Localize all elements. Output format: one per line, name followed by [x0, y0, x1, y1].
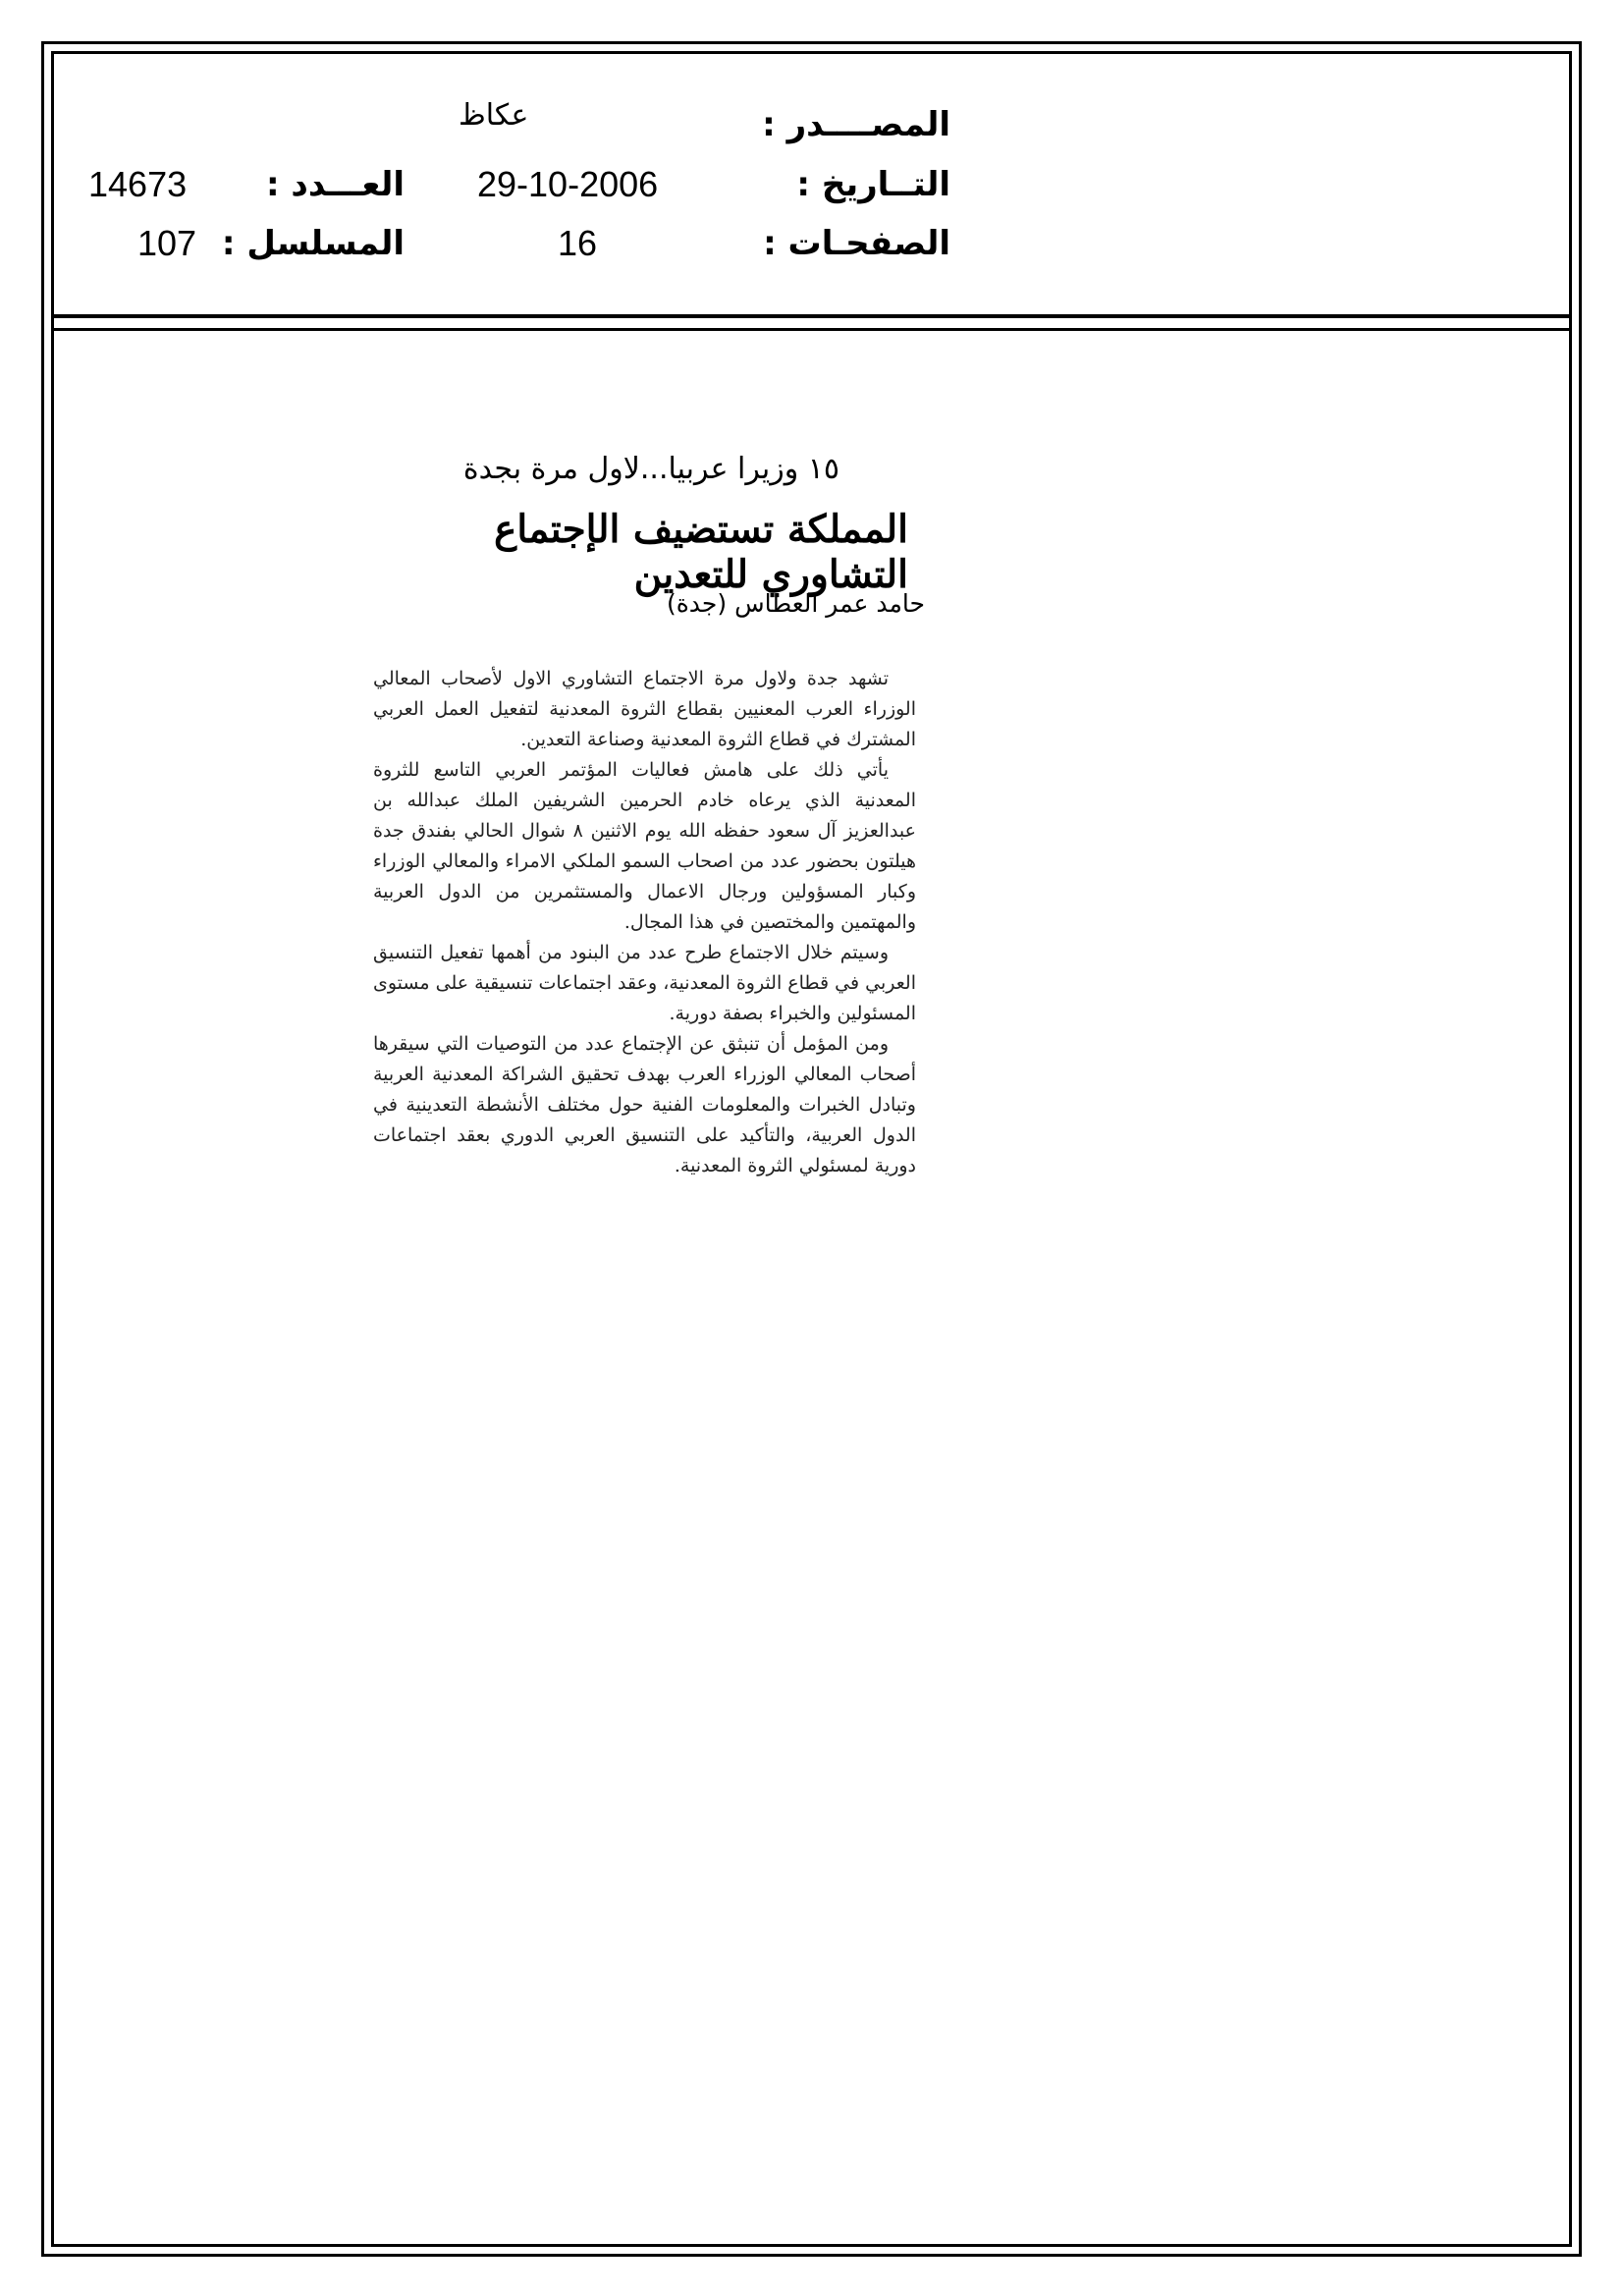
source-value: عكاظ — [459, 98, 529, 133]
serial-value: 107 — [137, 223, 197, 263]
article-byline: حامد عمر العطاس (جدة) — [666, 589, 925, 618]
article-kicker: ١٥ وزيرا عربيا...لاول مرة بجدة — [462, 452, 839, 486]
article-paragraph: يأتي ذلك على هامش فعاليات المؤتمر العربي التاسع للثروة المعدنية الذي يرعاه خادم الحرمين الشريفين الملك عبدالله بن عبدالعزيز آل سعود حفظه الله يوم الاثنين ٨ شوال الحالي بفندق جدة هيلتون بحضور عدد من اصحاب السمو الملكي الامراء والمعالي الوزراء وكبار المسؤولين ورجال الاعمال والمستثمرين من الدول العربية والمهتمين والمختصين في هذا المجال. — [373, 759, 916, 933]
issue-value: 14673 — [88, 164, 188, 204]
date-value: 29-10-2006 — [477, 164, 659, 204]
header-divider — [51, 314, 1572, 318]
article-paragraph: وسيتم خلال الاجتماع طرح عدد من البنود من أهمها تفعيل التنسيق العربي في قطاع الثروة المعدنية، وعقد اجتماعات تنسيقية على مستوى المسئولين والخبراء بصفة دورية. — [373, 942, 916, 1024]
serial-label: المسلسل : — [221, 224, 405, 263]
article-paragraph: تشهد جدة ولاول مرة الاجتماع التشاوري الاول لأصحاب المعالي الوزراء العرب المعنيين بقطاع الثروة المعدنية لتفعيل العمل العربي المشترك في قطاع الثروة المعدنية وصناعة التعدين. — [373, 668, 916, 750]
article-body — [373, 664, 916, 1181]
article-headline: المملكة تستضيف الإجتماع التشاوري للتعدين — [494, 507, 908, 597]
pages-value: 16 — [558, 223, 598, 263]
issue-label: العـــدد : — [266, 165, 405, 204]
source-label: المصــــدر : — [762, 105, 950, 144]
header-divider-secondary — [51, 328, 1572, 331]
article-paragraph: ومن المؤمل أن تنبثق عن الإجتماع عدد من التوصيات التي سيقرها أصحاب المعالي الوزراء العرب بهدف تحقيق الشراكة المعدنية العربية وتبادل الخبرات والمعلومات الفنية حول مختلف الأنشطة التعدينية في الدول العربية، والتأكيد على التنسيق العربي الدوري بعقد اجتماعات دورية لمسئولي الثروة المعدنية. — [373, 1033, 916, 1176]
pages-label: الصفحـات : — [763, 224, 950, 263]
date-label: التــاريخ : — [796, 165, 950, 204]
